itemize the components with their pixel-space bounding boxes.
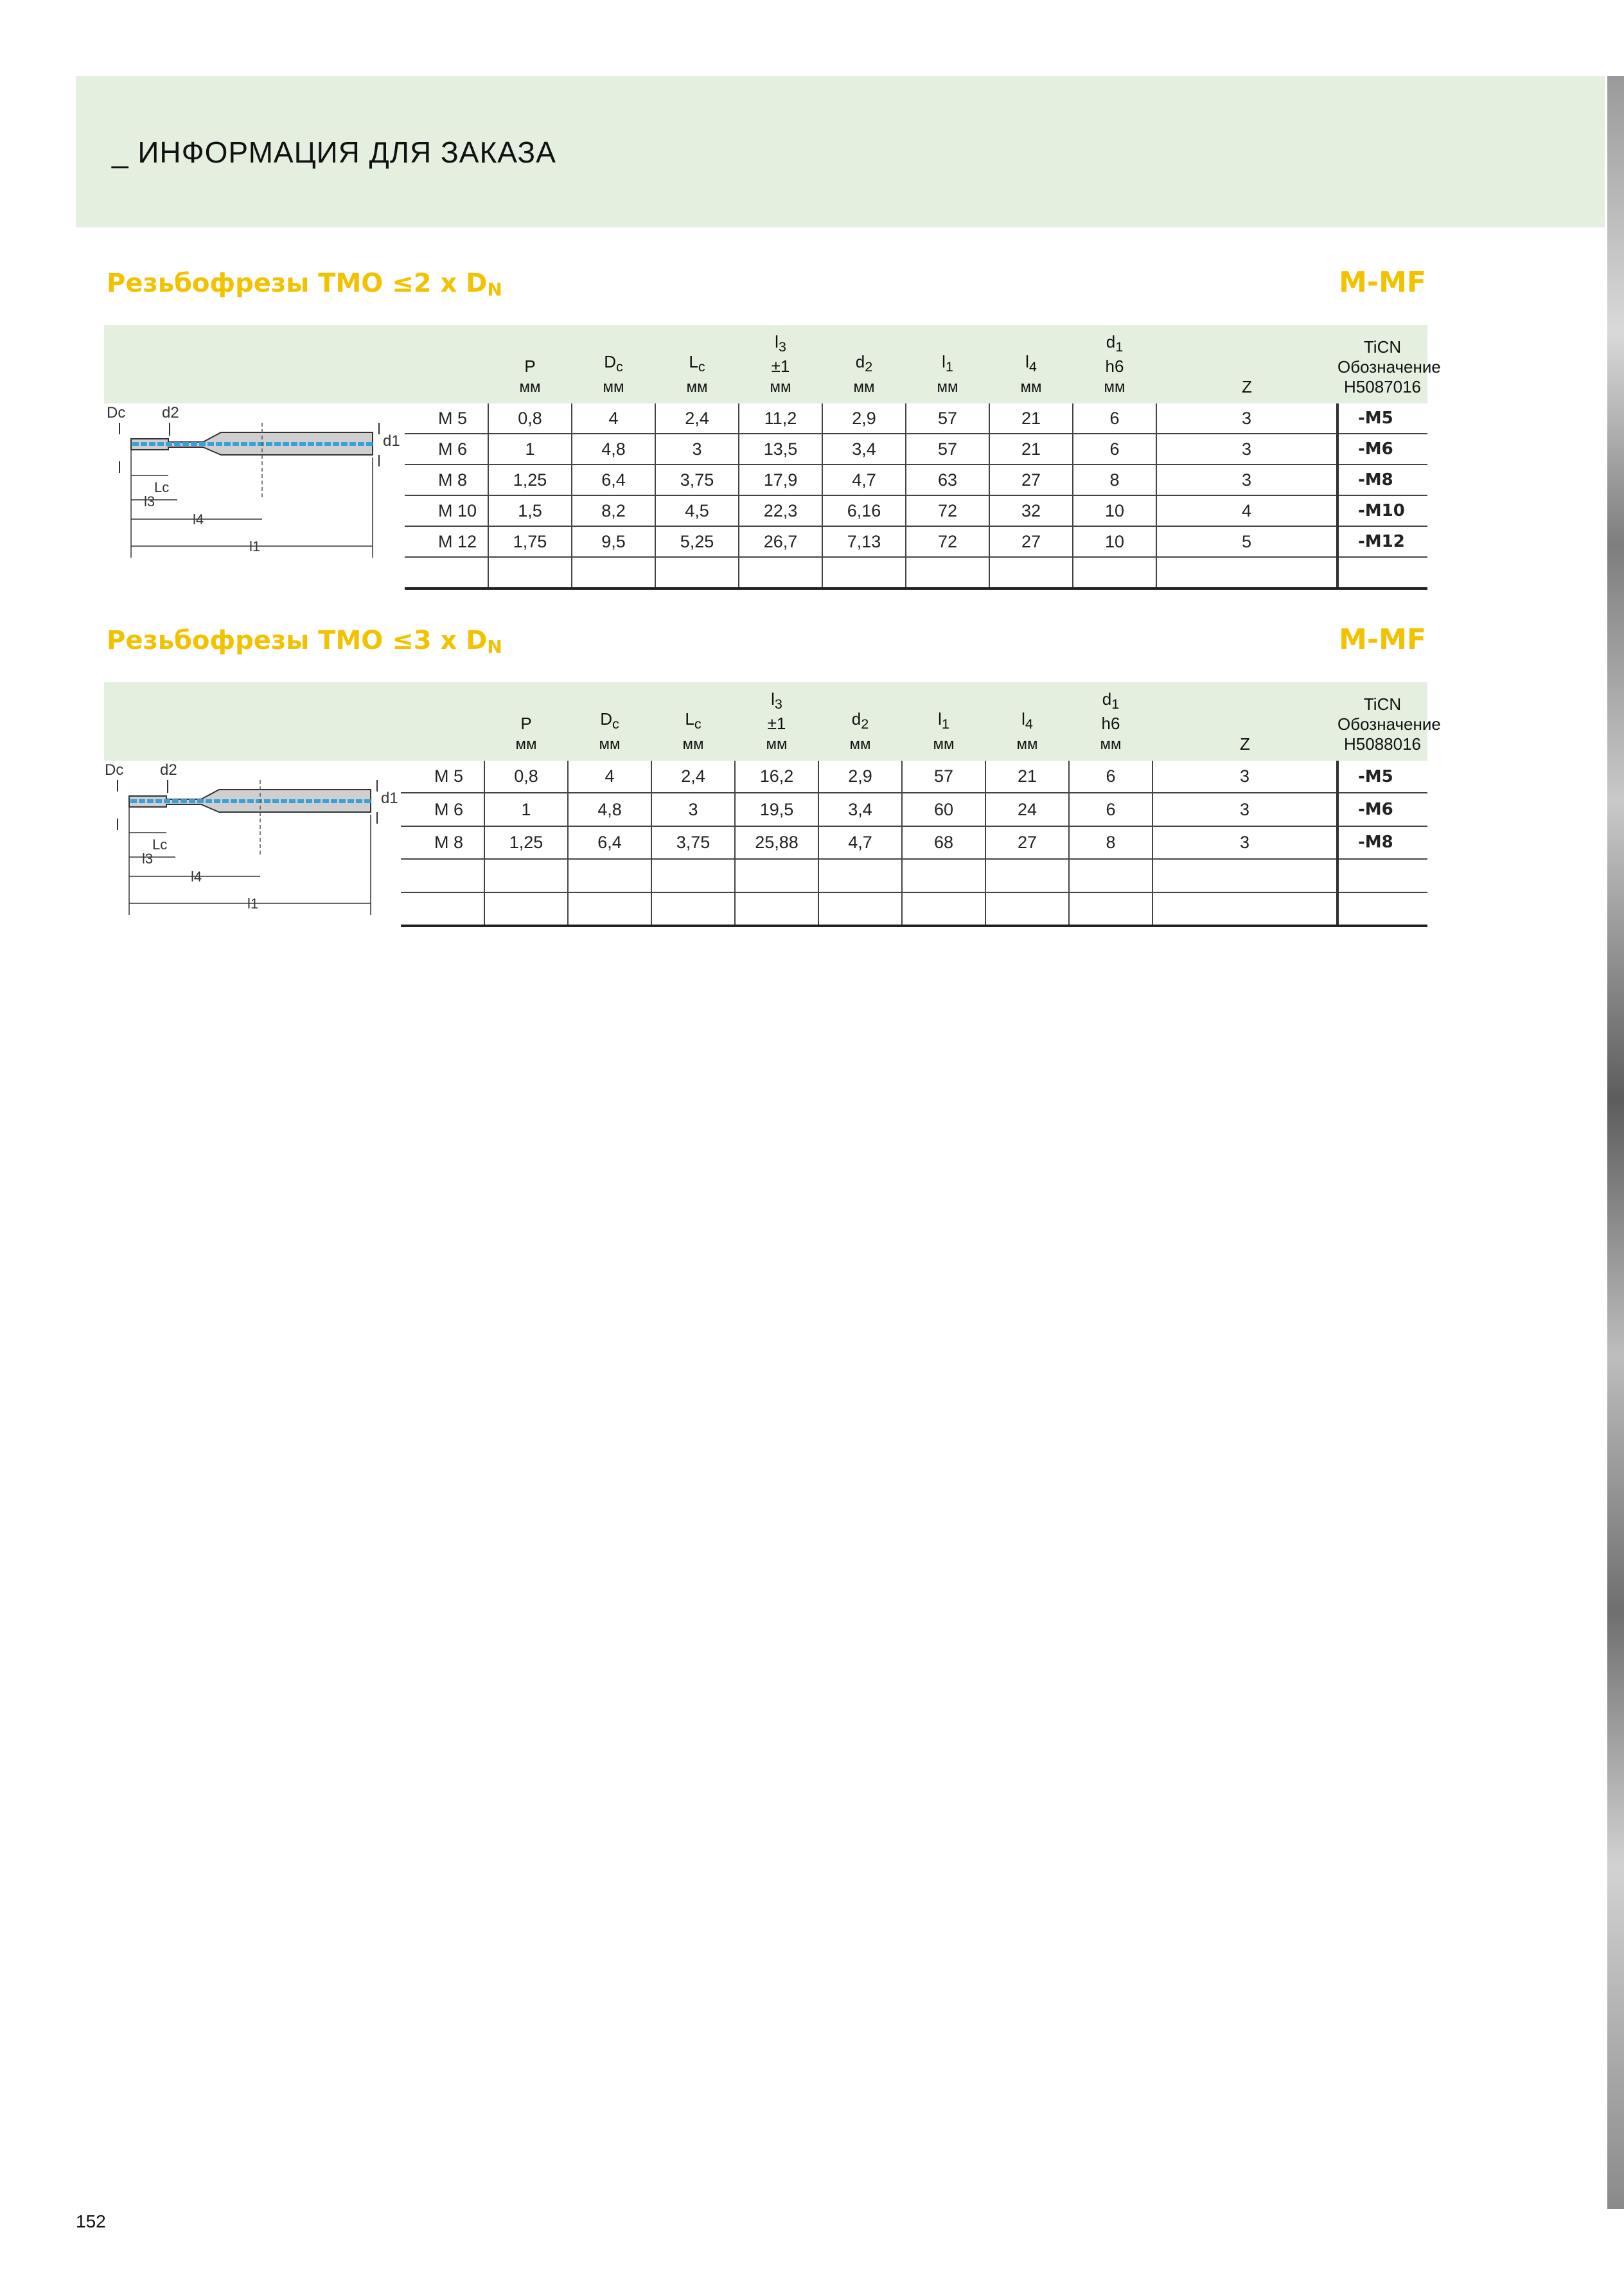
col-header: P мм [484, 682, 568, 761]
header-size [401, 682, 484, 761]
value-cell [1152, 892, 1337, 926]
value-cell: 5 [1156, 526, 1337, 557]
value-cell: 6 [1069, 761, 1152, 793]
drawing-cell [104, 761, 401, 926]
section-code-2: M-MF [1339, 623, 1426, 656]
value-cell [902, 859, 985, 892]
value-cell: 2,4 [651, 761, 735, 793]
value-cell [989, 557, 1073, 589]
col-header: Z [1152, 682, 1337, 761]
value-cell: 57 [902, 761, 985, 793]
value-cell: 3,75 [651, 826, 735, 859]
value-cell: 0,8 [484, 761, 568, 793]
value-cell [735, 892, 818, 926]
page-title: _ ИНФОРМАЦИЯ ДЛЯ ЗАКАЗА [112, 136, 556, 169]
value-cell: 10 [1073, 495, 1156, 526]
value-cell: 4,8 [568, 793, 651, 826]
value-cell: 1,5 [488, 495, 572, 526]
value-cell: 25,88 [735, 826, 818, 859]
value-cell: 72 [906, 526, 989, 557]
thread-size-cell: M 10 [405, 495, 488, 526]
value-cell: 10 [1073, 526, 1156, 557]
value-cell: 2,4 [655, 403, 739, 434]
value-cell: 60 [902, 793, 985, 826]
col-header-code: TiCN Обозначение H5088016 [1337, 682, 1427, 761]
tool-drawing [107, 403, 402, 564]
value-cell: 0,8 [488, 403, 572, 434]
value-cell [985, 892, 1069, 926]
value-cell: 1 [484, 793, 568, 826]
section-title-1: Резьбофрезы TMO ≤2 x $D_N$ [107, 269, 502, 300]
order-code-cell: -M8 [1337, 826, 1427, 859]
value-cell: 22,3 [739, 495, 822, 526]
page-number: 152 [76, 2211, 106, 2231]
tool-drawing [105, 761, 400, 921]
value-cell [985, 859, 1069, 892]
value-cell: 2,9 [822, 403, 906, 434]
value-cell: 7,13 [822, 526, 906, 557]
value-cell: 6,16 [822, 495, 906, 526]
value-cell: 3,4 [818, 793, 902, 826]
thread-size-cell: M 6 [405, 434, 488, 465]
value-cell: 27 [989, 526, 1073, 557]
value-cell [568, 892, 651, 926]
label-l3: l3 [142, 851, 154, 867]
header-blank [104, 682, 401, 761]
value-cell: 3 [1156, 465, 1337, 495]
value-cell: 6,4 [572, 465, 655, 495]
value-cell: 4 [568, 761, 651, 793]
value-cell: 3 [1152, 826, 1337, 859]
col-header: $d_2$ мм [822, 325, 906, 403]
value-cell [739, 557, 822, 589]
thread-size-cell: M 12 [405, 526, 488, 557]
thread-size-cell [405, 557, 488, 589]
section-code-1: M-MF [1339, 266, 1426, 299]
value-cell: 9,5 [572, 526, 655, 557]
value-cell: 21 [989, 403, 1073, 434]
value-cell: 19,5 [735, 793, 818, 826]
spec-table-2 [104, 682, 1441, 927]
value-cell: 6 [1073, 434, 1156, 465]
order-code-cell: -M5 [1337, 761, 1427, 793]
col-header: $l_3$ ±1 мм [739, 325, 822, 403]
value-cell [572, 557, 655, 589]
thread-size-cell: M 5 [405, 403, 488, 434]
value-cell: 27 [989, 465, 1073, 495]
order-code-cell: -M10 [1337, 495, 1427, 526]
value-cell [818, 859, 902, 892]
thread-size-cell: M 8 [405, 465, 488, 495]
value-cell [488, 557, 572, 589]
value-cell: 1 [488, 434, 572, 465]
value-cell [822, 557, 906, 589]
label-d1: d1 [383, 432, 400, 450]
value-cell: 5,25 [655, 526, 739, 557]
table-row [104, 403, 1427, 434]
value-cell: 4,7 [818, 826, 902, 859]
value-cell: 6,4 [568, 826, 651, 859]
header-size [405, 325, 488, 403]
value-cell: 3,4 [822, 434, 906, 465]
value-cell [568, 859, 651, 892]
order-code-cell [1337, 557, 1427, 589]
col-header: $l_1$ мм [906, 325, 989, 403]
col-header-code: TiCN Обозначение H5087016 [1337, 325, 1427, 403]
table-row [104, 761, 1427, 793]
col-header: Z [1156, 325, 1337, 403]
value-cell: 4,7 [822, 465, 906, 495]
section-title-2: Резьбофрезы TMO ≤3 x $D_N$ [107, 626, 502, 657]
order-code-cell [1337, 859, 1427, 892]
value-cell: 3 [1156, 403, 1337, 434]
col-header: $d_2$ мм [818, 682, 902, 761]
order-code-cell: -M12 [1337, 526, 1427, 557]
value-cell: 4 [572, 403, 655, 434]
value-cell: 16,2 [735, 761, 818, 793]
value-cell: 4 [1156, 495, 1337, 526]
value-cell: 21 [985, 761, 1069, 793]
value-cell: 26,7 [739, 526, 822, 557]
value-cell [1073, 557, 1156, 589]
value-cell: 3,75 [655, 465, 739, 495]
label-l1: l1 [249, 538, 261, 554]
value-cell [651, 892, 735, 926]
order-code-cell: -M6 [1337, 793, 1427, 826]
value-cell: 3 [1152, 761, 1337, 793]
label-l4: l4 [193, 511, 204, 527]
label-d1: d1 [381, 790, 398, 807]
value-cell: 4,8 [572, 434, 655, 465]
col-header: P мм [488, 325, 572, 403]
value-cell: 3 [655, 434, 739, 465]
label-dc: Dc [107, 404, 126, 421]
edge-photo-strip [1607, 76, 1624, 2209]
value-cell: 1,25 [488, 465, 572, 495]
col-header: $l_3$ ±1 мм [735, 682, 818, 761]
value-cell [1069, 892, 1152, 926]
order-code-cell: -M8 [1337, 465, 1427, 495]
col-header: $d_1$ h6 мм [1069, 682, 1152, 761]
value-cell: 17,9 [739, 465, 822, 495]
value-cell [1152, 859, 1337, 892]
value-cell [906, 557, 989, 589]
label-l1: l1 [247, 896, 259, 912]
col-header: $L_c$ мм [655, 325, 739, 403]
thread-size-cell: M 8 [401, 826, 484, 859]
value-cell: 13,5 [739, 434, 822, 465]
value-cell: 63 [906, 465, 989, 495]
value-cell: 3 [1152, 793, 1337, 826]
value-cell [655, 557, 739, 589]
col-header: $l_4$ мм [989, 325, 1073, 403]
value-cell [484, 892, 568, 926]
value-cell: 8 [1073, 465, 1156, 495]
value-cell: 1,25 [484, 826, 568, 859]
value-cell: 6 [1073, 403, 1156, 434]
value-cell [902, 892, 985, 926]
value-cell: 8,2 [572, 495, 655, 526]
value-cell [1156, 557, 1337, 589]
value-cell: 21 [989, 434, 1073, 465]
order-code-cell: -M5 [1337, 403, 1427, 434]
label-d2: d2 [162, 404, 179, 421]
value-cell: 11,2 [739, 403, 822, 434]
value-cell: 1,75 [488, 526, 572, 557]
value-cell: 68 [902, 826, 985, 859]
value-cell: 6 [1069, 793, 1152, 826]
order-code-cell: -M6 [1337, 434, 1427, 465]
value-cell: 3 [651, 793, 735, 826]
label-dc: Dc [105, 761, 124, 779]
value-cell: 57 [906, 434, 989, 465]
drawing-cell [104, 403, 405, 589]
value-cell: 2,9 [818, 761, 902, 793]
order-code-cell [1337, 892, 1427, 926]
col-header: $D_c$ мм [572, 325, 655, 403]
value-cell [818, 892, 902, 926]
label-l3: l3 [144, 493, 155, 509]
col-header: $l_1$ мм [902, 682, 985, 761]
thread-size-cell [401, 892, 484, 926]
value-cell [651, 859, 735, 892]
value-cell: 24 [985, 793, 1069, 826]
col-header: $L_c$ мм [651, 682, 735, 761]
value-cell: 32 [989, 495, 1073, 526]
thread-size-cell [401, 859, 484, 892]
value-cell [735, 859, 818, 892]
spec-table-1 [104, 325, 1441, 590]
value-cell: 57 [906, 403, 989, 434]
thread-size-cell: M 6 [401, 793, 484, 826]
label-lc: Lc [154, 479, 170, 495]
col-header: $l_4$ мм [985, 682, 1069, 761]
col-header: $D_c$ мм [568, 682, 651, 761]
value-cell: 72 [906, 495, 989, 526]
value-cell: 8 [1069, 826, 1152, 859]
value-cell [1069, 859, 1152, 892]
thread-size-cell: M 5 [401, 761, 484, 793]
value-cell [484, 859, 568, 892]
value-cell: 4,5 [655, 495, 739, 526]
header-blank [104, 325, 405, 403]
value-cell: 27 [985, 826, 1069, 859]
col-header: $d_1$ h6 мм [1073, 325, 1156, 403]
label-l4: l4 [191, 869, 202, 885]
value-cell: 3 [1156, 434, 1337, 465]
label-lc: Lc [152, 837, 168, 853]
label-d2: d2 [160, 761, 177, 779]
